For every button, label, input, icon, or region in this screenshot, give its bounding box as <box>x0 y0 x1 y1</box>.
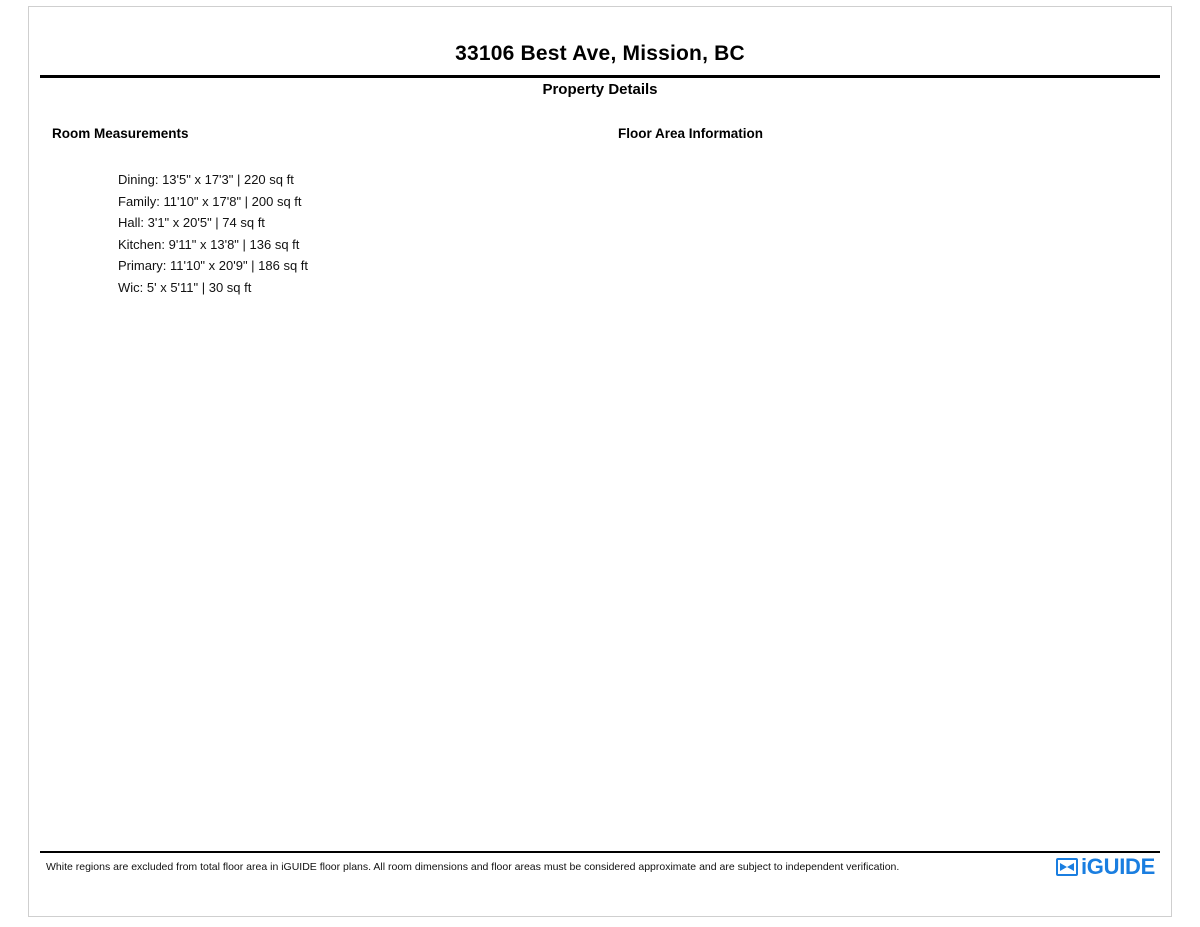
room-measurements-list <box>118 169 308 298</box>
list-item: Hall: 3'1" x 20'5" | 74 sq ft <box>118 215 265 230</box>
iguide-logo <box>1056 856 1155 878</box>
room-measurements-heading: Room Measurements <box>52 126 189 141</box>
iguide-wordmark: iGUIDE <box>1081 854 1155 879</box>
page-title: 33106 Best Ave, Mission, BC <box>455 42 745 65</box>
page-border <box>28 6 1172 917</box>
list-item: Dining: 13'5" x 17'3" | 220 sq ft <box>118 172 294 187</box>
header-divider <box>40 75 1160 78</box>
footer-disclaimer: White regions are excluded from total floor area in iGUIDE floor plans. All room dimensions and floor areas must be considered approximate and are subject to independent verification. <box>46 861 900 873</box>
list-item: Family: 11'10" x 17'8" | 200 sq ft <box>118 193 302 209</box>
footer-divider <box>40 851 1160 853</box>
iguide-camera-icon <box>1056 858 1078 876</box>
floor-area-information-heading: Floor Area Information <box>618 126 764 141</box>
list-item: Wic: 5' x 5'11" | 30 sq ft <box>118 279 252 295</box>
list-item: Kitchen: 9'11" x 13'8" | 136 sq ft <box>118 236 300 252</box>
page-subtitle: Property Details <box>542 81 658 98</box>
list-item: Primary: 11'10" x 20'9" | 186 sq ft <box>118 258 309 273</box>
